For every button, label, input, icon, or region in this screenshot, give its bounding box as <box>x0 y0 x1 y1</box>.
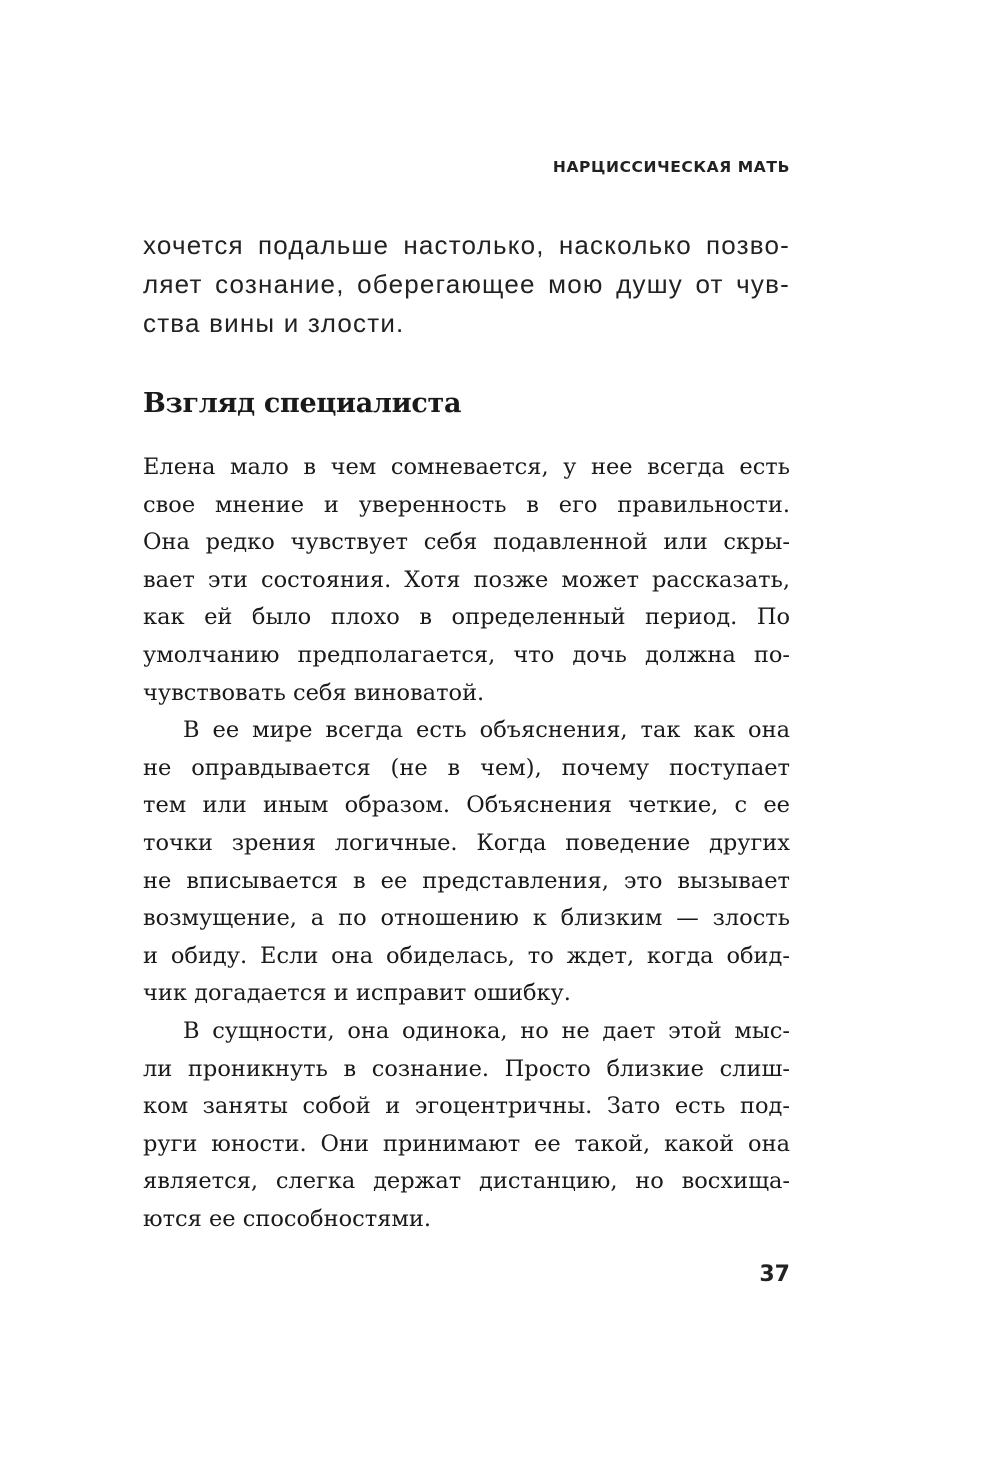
text-line: хочется подальше настолько, насколько позво- <box>143 230 790 260</box>
paragraph <box>143 1013 790 1239</box>
paragraph <box>143 712 790 1013</box>
text-line: свое мнение и уверенность в его правильности. <box>143 491 790 518</box>
body-text <box>143 449 790 1238</box>
text-line: вает эти состояния. Хотя позже может рассказать, <box>143 566 790 593</box>
text-line: как ей было плохо в определенный период. По <box>143 604 790 631</box>
text-line: является, слегка держат дистанцию, но восхища- <box>143 1168 790 1195</box>
text-line: не вписывается в ее представления, это вызывает <box>143 867 790 894</box>
text-line: ли проникнуть в сознание. Просто близкие слиш- <box>143 1055 790 1082</box>
text-line: ются ее способностями. <box>143 1205 432 1232</box>
text-line: чик догадается и исправит ошибку. <box>143 980 571 1007</box>
text-line: умолчанию предполагается, что дочь должна по- <box>143 641 790 668</box>
text-line: ком заняты собой и эгоцентричны. Зато есть под- <box>143 1093 790 1120</box>
text-line: тем или иным образом. Объяснения четкие, с ее <box>143 792 790 819</box>
text-line: ляет сознание, оберегающее мою душу от чув- <box>143 269 790 299</box>
text-line: и обиду. Если она обиделась, то ждет, когда обид- <box>143 942 790 969</box>
text-line: не оправдывается (не в чем), почему поступает <box>143 754 790 781</box>
text-line: Она редко чувствует себя подавленной или скры- <box>143 529 790 556</box>
text-line: точки зрения логичные. Когда поведение других <box>143 829 790 856</box>
text-line: руги юности. Они принимают ее такой, какой она <box>143 1130 790 1157</box>
running-header: НАРЦИССИЧЕСКАЯ МАТЬ <box>552 158 790 176</box>
section-heading: Взгляд специалиста <box>143 388 462 419</box>
text-line: В ее мире всегда есть объяснения, так как она <box>183 717 790 744</box>
text-line: чувствовать себя виноватой. <box>143 679 485 706</box>
page-number: 37 <box>759 1262 790 1287</box>
intro-paragraph <box>143 226 790 343</box>
text-line: ства вины и злости. <box>143 308 405 338</box>
text-line: В сущности, она одинока, но не дает этой мыс- <box>183 1017 790 1044</box>
text-line: возмущение, а по отношению к близким — злость <box>143 905 790 932</box>
text-line: Елена мало в чем сомневается, у нее всегда есть <box>143 454 790 480</box>
paragraph <box>143 449 790 712</box>
